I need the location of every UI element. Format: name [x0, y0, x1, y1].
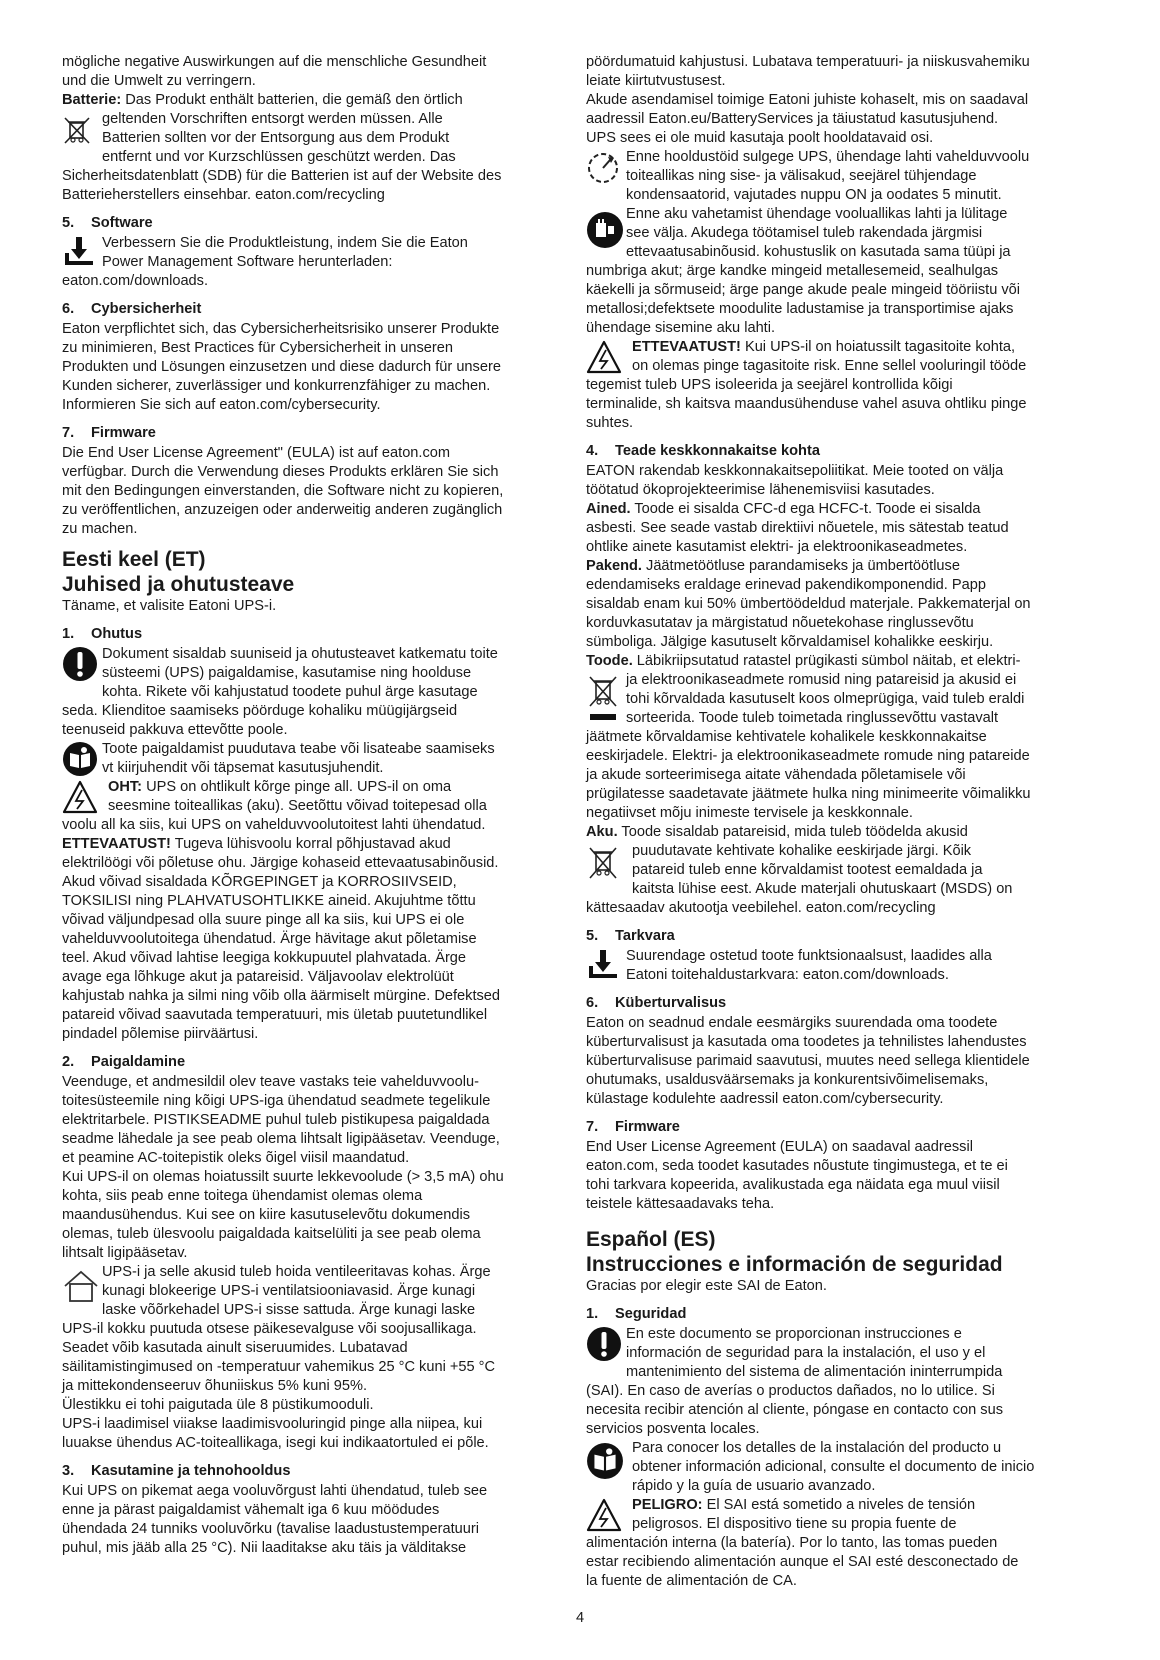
text-line: teistele kättesaadavaks teha. — [586, 1196, 775, 1212]
text-line: la fuente de alimentación de CA. — [586, 1573, 797, 1589]
battery-disposal-block — [62, 91, 559, 205]
text-line: säilitamistingimused on -temperatuur vahemikus 25 °C kuni +55 °C — [62, 1359, 496, 1375]
text-line: El SAI está sometido a niveles de tensión — [702, 1497, 976, 1513]
text-line: süsteemi (UPS) paigaldamise, kasutamise ning hoolduse — [102, 665, 472, 681]
battery-label: Batterie: — [62, 92, 122, 108]
manual-reference-block — [586, 1439, 1083, 1496]
text-line: zu minimieren, Best Practices für Cybersicherheit in unseren — [62, 340, 453, 356]
battery-label: Aku. — [586, 824, 618, 840]
text-line: tohi kõrvaldada kasutuselt koos olmeprügiga, vaid tuleb eraldi — [626, 691, 1025, 707]
section-heading: 5. Software — [62, 215, 153, 231]
software-block — [62, 234, 559, 291]
text-line: ettevaatusabinõusid. kohustuslik on kasutada sama tüüpi ja — [626, 244, 1011, 260]
section-heading: 7. Firmware — [586, 1119, 680, 1135]
text-line: verfügbar. Durch die Verwendung dieses Produkts erklären Sie sich — [62, 464, 499, 480]
text-line: maandusühendus. Kui see on kiire kasutuselevõtu dokumendis — [62, 1207, 471, 1223]
text-line: ühendada 24 tunniks vooluvõrku (tavalise laadustustemperatuuri — [62, 1521, 479, 1537]
text-line: elektrilöögi või põletuse ohu. Järgige kohaseid ettevaatusabinõusid. — [62, 855, 499, 871]
download-icon — [62, 235, 96, 267]
product-label: Toode. — [586, 653, 633, 669]
product-disposal-block — [586, 652, 1083, 823]
text-line: Läbikriipsutatud ratastel prügikasti sümbol näitab, et elektri- — [632, 653, 1021, 669]
text-line: asbesti. See seade vastab direktiivi nõuetele, mis sätestab teatud — [586, 520, 1009, 536]
text-line: terminalide, sh kaitsva maandusühenduse vahel asuva ohtliku pinge — [586, 396, 1027, 412]
text-line: Akude asendamisel toimige Eatoni juhiste kohaselt, mis on saadaval — [586, 92, 1029, 108]
text-line: külastage kodulehte aadressil eaton.com/cybersecurity. — [586, 1091, 944, 1107]
text-line: Produkten und Lösungen einzusetzen und diese dadurch für unsere — [62, 359, 501, 375]
text-line: puudutavate kehtivate kohalike eeskirjade järgi. Kõik — [632, 843, 972, 859]
indoor-use-block — [62, 1263, 559, 1453]
text-line: UPS-i laadimisel viiakse laadimisvooluringid pinge alla niipea, kui — [62, 1416, 483, 1432]
text-line: Kui UPS on pikemat aega vooluvõrgust lahti ühendatud, tuleb see — [62, 1483, 488, 1499]
text-line: End User License Agreement (EULA) on saadaval aadressil — [586, 1139, 973, 1155]
text-line: Eaton on seadnud endale eesmärgiks suurendada oma toodete — [586, 1015, 998, 1031]
text-line: ohutumaks, usaldusväärsemaks ja konkurentsivõimelisemaks, — [586, 1072, 989, 1088]
manual-reference-block — [62, 740, 559, 778]
text-line: En este documento se proporcionan instrucciones e — [626, 1326, 962, 1342]
text-line: numbriga akut; ärge kandke mingeid metallesemeid, sealhulgas — [586, 263, 999, 279]
section-heading: 2. Paigaldamine — [62, 1054, 186, 1070]
text-line: toiteallikas ning sise- ja välisakud, seejärel tühjendage — [626, 168, 977, 184]
text-line: on olemas pinge tagasitoite risk. Enne sellel vooluringil tööde — [632, 358, 1027, 374]
text-line: edendamiseks eraldage erinevad pakendikomponendid. Papp — [586, 577, 986, 593]
text-line: patareid võivad saavutada temperatuuri, mis ületab puutetundlikel — [62, 1007, 488, 1023]
text-line: Veenduge, et andmesildil olev teave vastaks teie vahelduvvoolu- — [62, 1074, 479, 1090]
text-line: avage ega lõhkuge akut ja patareisid. Väljavoolav elektrolüüt — [62, 969, 454, 985]
text-line: rápido y la guía de usuario avanzado. — [632, 1478, 876, 1494]
text-line: enne ja pärast paigaldamist vähemalt iga 6 kuu möödudes — [62, 1502, 440, 1518]
text-line: kahjustab nahka ja silmi ning võib olla äärmiselt mürgine. Defektsed — [62, 988, 501, 1004]
text-line: see välja. Akudega töötamisel tuleb rakendada järgmisi — [626, 225, 983, 241]
text-line: laske võõrkehadel UPS-i sisse sattuda. Ärge kunagi laske — [102, 1302, 476, 1318]
read-manual-icon — [62, 741, 98, 777]
text-line: Informieren Sie sich auf eaton.com/cybersecurity. — [62, 397, 381, 413]
download-icon — [586, 948, 620, 980]
text-line: servicios posventa locales. — [586, 1421, 760, 1437]
text-line: sisaldab enam kui 50% ümbertöödeldud materjale. Pakkematerjal on — [586, 596, 1031, 612]
text-line: (SAI). En caso de averías o productos dañados, no lo utilice. Si — [586, 1383, 995, 1399]
section-heading: 6. Cybersicherheit — [62, 301, 202, 317]
text-line: kunagi blokeerige UPS-i ventilatsiooniavasid. Ärge kunagi — [102, 1283, 476, 1299]
text-line: Kunden sicherer, zuverlässiger und konkurrenzfähiger zu machen. — [62, 378, 491, 394]
text-line: vahelduvvoolutoitega ühendatud. Ärge hävitage akut põletamise — [62, 931, 477, 947]
text-line: Enne aku vahetamist ühendage vooluallikas lahti ja lülitage — [626, 206, 1008, 222]
text-line: Toode ei sisalda CFC-d ega HCFC-t. Toode ei sisalda — [630, 501, 981, 517]
text-line: Die End User License Agreement" (EULA) ist auf eaton.com — [62, 445, 451, 461]
text-line: entfernt und vor Kurzschlüssen geschützt werden. Das — [102, 149, 456, 165]
text-line: seda. Klienditoe saamiseks pöörduge kohaliku müügijärgseid — [62, 703, 458, 719]
text-line: necesita recibir atención al cliente, póngase en contacto con sus — [586, 1402, 1003, 1418]
text-line: ja mittekondenseeruv õhuniiskus 5% kuni 95%. — [62, 1378, 368, 1394]
text-line: vt kiirjuhendit või täpsemat kasutusjuhendit. — [102, 760, 384, 776]
section-heading: 6. Küberturvalisus — [586, 995, 727, 1011]
text-line: aadressil Eaton.eu/BatteryServices ja täiustatud kasutusjuhend. — [586, 111, 999, 127]
crossed-out-bin-icon — [62, 115, 92, 145]
text-line: sorteerida. Toode tuleb toimetada ringlussevõttu vastavalt — [626, 710, 999, 726]
text-line: Täname, et valisite Eatoni UPS-i. — [62, 598, 277, 614]
disconnect-power-icon — [586, 211, 624, 249]
text-line: võivad väljundpesad olla suure pinge all ka siis, kui UPS ei ole — [62, 912, 465, 928]
left-column — [62, 53, 559, 1558]
text-line: Seadet võib kasutada ainult siseruumides. Lubatavad — [62, 1340, 408, 1356]
language-heading: Español (ES) — [586, 1228, 716, 1251]
high-voltage-warning-icon — [586, 1498, 622, 1532]
language-heading: Eesti keel (ET) — [62, 548, 206, 571]
text-line: olemas, tuleb ülesvoolu paigaldada kaitselüliti ja see peab olema — [62, 1226, 481, 1242]
right-column — [586, 53, 1083, 1591]
crossed-out-bin-icon — [586, 845, 620, 881]
text-line: tohi tarkvara kopeerida, avalikustada ega näidata ega muul viisil — [586, 1177, 1000, 1193]
safety-intro-block — [586, 1325, 1083, 1439]
text-line: Suurendage ostetud toote funktsionaalsust, laadides alla — [626, 948, 992, 964]
text-line: Eaton verpflichtet sich, das Cybersicherheitsrisiko unserer Produkte — [62, 321, 500, 337]
text-line: tegemist tuleb UPS isoleerida ja seejärel kontrollida kõigi — [586, 377, 953, 393]
text-line: Enne hooldustöid sulgege UPS, ühendage lahti vahelduvvoolu — [626, 149, 1030, 165]
text-line: Eatoni toitehaldustarkvara: eaton.com/downloads. — [626, 967, 949, 983]
exclamation-icon — [62, 646, 98, 682]
text-line: Dokument sisaldab suuniseid ja ohutusteavet katkematu toite — [102, 646, 498, 662]
packaging-label: Pakend. — [586, 558, 642, 574]
text-line: leiate kiirtutvustusest. — [586, 73, 726, 89]
section-heading: 4. Teade keskkonnakaitse kohta — [586, 443, 820, 459]
text-line: UPS on ohtlikult kõrge pinge all. UPS-il on oma — [142, 779, 452, 795]
text-line: información de seguridad para la instalación, el uso y el — [626, 1345, 986, 1361]
software-block — [586, 947, 1083, 985]
text-line: suhtes. — [586, 415, 634, 431]
text-line: töötatud ökoprojekteerimise lähenemisviisi kasutades. — [586, 482, 935, 498]
text-line: küberturvalisuse parimaid saavutusi, muutes need sellega klientidele — [586, 1053, 1030, 1069]
danger-block — [586, 1496, 1083, 1591]
text-line: Toode sisaldab patareisid, mida tuleb töödelda akusid — [617, 824, 968, 840]
high-voltage-warning-icon — [586, 340, 622, 374]
text-line: sümboliga. Jälgige kasutuselt kõrvaldamisel kohalikke eeskirju. — [586, 634, 994, 650]
text-line: Tugeva lühisvoolu korral põhjustavad akud — [170, 836, 451, 852]
exclamation-icon — [586, 1326, 622, 1362]
read-manual-icon — [586, 1442, 624, 1480]
text-line: teenuseid pakkuva ettevõtte poole. — [62, 722, 288, 738]
text-line: Verbessern Sie die Produktleistung, indem Sie die Eaton — [102, 235, 468, 251]
text-line: und die Umwelt zu verringern. — [62, 73, 256, 89]
text-line: geltenden Vorschriften entsorgt werden müssen. Alle — [102, 111, 443, 127]
text-line: eaton.com/downloads. — [62, 273, 209, 289]
section-heading: 1. Seguridad — [586, 1306, 687, 1322]
text-line: kohta, siis peab enne toitega ühendamist olemas olema — [62, 1188, 423, 1204]
text-line: Gracias por elegir este SAI de Eaton. — [586, 1278, 827, 1294]
text-line: Batterieherstellers einsehbar. eaton.com/recycling — [62, 187, 385, 203]
danger-label: PELIGRO: — [632, 1497, 703, 1513]
text-line: ohtlike ainete kasutamist elektri- ja elektroonikaseadmetes. — [586, 539, 968, 555]
text-line: luuakse ühendus AC-toiteallikaga, isegi kui indikaatortuled ei põle. — [62, 1435, 489, 1451]
text-line: Ülestikku ei tohi paigutada üle 8 püstikumooduli. — [62, 1397, 374, 1413]
text-line: kohta. Rikete või kahjustatud toodete puhul ärge kasutage — [102, 684, 478, 700]
text-line: zu machen. — [62, 521, 138, 537]
high-voltage-warning-icon — [62, 780, 98, 814]
text-line: elektritarbele. PISTIKSEADME puhul tuleb pistikupesa paigaldada — [62, 1112, 490, 1128]
text-line: metallosi;defektsete moodulite ladustamise ja transportimise ajaks — [586, 301, 1014, 317]
section-heading: 5. Tarkvara — [586, 928, 675, 944]
text-line: pindadel põlemise piirväärtusi. — [62, 1026, 259, 1042]
text-line: estar recibiendo alimentación aunque el SAI esté desconectado de — [586, 1554, 1019, 1570]
crossed-out-bin-icon — [586, 674, 620, 724]
text-line: Power Management Software herunterladen: — [102, 254, 393, 270]
substances-label: Ained. — [586, 501, 631, 517]
text-line: Sicherheitsdatenblatt (SDB) für die Batterien ist auf der Website des — [62, 168, 502, 184]
safety-intro-block — [62, 645, 559, 740]
danger-block — [62, 778, 559, 835]
text-line: UPS-il kokku puutuda otsese päikesevalguse või soojusallikaga. — [62, 1321, 477, 1337]
text-line: Toote paigaldamist puudutava teabe või lisateabe saamiseks — [102, 741, 495, 757]
text-line: peligrosos. El dispositivo tiene su propia fuente de — [632, 1516, 957, 1532]
text-line: pöördumatuid kahjustusi. Lubatava temperatuuri- ja niiskusvahemiku — [586, 54, 1030, 70]
text-line: zu veröffentlichen, anzuzeigen oder anderweitig anderen zugänglich — [62, 502, 503, 518]
text-line: ja elektroonikaseadmete romusid ning patareisid ja akusid ei — [626, 672, 1017, 688]
text-line: Batterien sollten vor der Entsorgung aus dem Produkt — [102, 130, 450, 146]
indoor-house-icon — [62, 1269, 100, 1303]
text-line: et peamine AC-toitepistik oleks õigel viisil maandatud. — [62, 1150, 410, 1166]
text-line: UPS sees ei ole muid kasutaja poolt hooldatavaid osi. — [586, 130, 934, 146]
text-line: prügilatesse saadetavate jäätmete hulka ning minimeerite võimalikku — [586, 786, 1031, 802]
text-line: Kui UPS-il on hoiatussilt tagasitoite kohta, — [740, 339, 1016, 355]
wait-discharge-icon — [586, 150, 620, 186]
text-line: toitesüsteemile ning kõigi UPS-iga ühendatud seadmete tegelikule — [62, 1093, 491, 1109]
text-line: ja akude sorteerimisega aitate vähendada põletamisele või — [586, 767, 966, 783]
text-line: kättesaadav akutootja veebilehel. eaton.com/recycling — [586, 900, 936, 916]
text-line: voolu all ka siis, kui UPS on vahelduvvoolutoitest lahti ühendatud. — [62, 817, 486, 833]
text-line: patareid tuleb enne kõrvaldamist tootest eemaldada ja — [632, 862, 983, 878]
section-heading: 3. Kasutamine ja tehnohooldus — [62, 1463, 291, 1479]
text-line: käekelli ja sõrmuseid; ärge pange akude peale mingeid tööriistu või — [586, 282, 1021, 298]
section-heading: 1. Ohutus — [62, 626, 143, 642]
text-line: kondensaatorid, vajutades nuppu ON ja oodates 5 minutit. — [626, 187, 1002, 203]
text-line: eeskirjadele. Elektri- ja elektroonikaseadmete romude ning patareide — [586, 748, 1030, 764]
text-line: alimentación interna (la batería). Por lo tanto, las tomas pueden — [586, 1535, 998, 1551]
text-line: UPS-i ja selle akusid tuleb hoida ventileeritavas kohas. Ärge — [102, 1264, 491, 1280]
text-line: mit den Bedingungen einverstanden, die Software nicht zu kopieren, — [62, 483, 504, 499]
page-number: 4 — [575, 1610, 585, 1626]
text-line: Jäätmetöötluse parandamiseks ja ümbertöötluse — [641, 558, 960, 574]
text-line: mantenimiento del sistema de alimentación ininterrumpida — [626, 1364, 1003, 1380]
service-block — [586, 148, 1083, 205]
caution-label: ETTEVAATUST! — [632, 339, 741, 355]
text-line: eaton.com, seda toodet kasutades nõustute tingimustega, et te ei — [586, 1158, 1008, 1174]
caution-label: ETTEVAATUST! — [62, 836, 171, 852]
text-line: korduvkasutatav ja märgistatud nõuetekohase ringlussevõtu — [586, 615, 974, 631]
text-line: Akud võivad sisaldada KÕRGEPINGET ja KORROSIIVSEID, — [62, 874, 457, 890]
text-line: kaitsta lühise eest. Akude materjali ohutuskaart (MSDS) on — [632, 881, 1013, 897]
text-line: EATON rakendab keskkonnakaitsepoliitikat. Meie tooted on välja — [586, 463, 1004, 479]
text-line: mögliche negative Auswirkungen auf die menschliche Gesundheit — [62, 54, 487, 70]
language-subheading: Instrucciones e información de seguridad — [586, 1253, 1003, 1276]
text-line: ühendage sisemine aku lahti. — [586, 320, 776, 336]
text-line: teel. Akud võivad lahtise leegiga kokkupuutel plahvatada. Ärge — [62, 950, 467, 966]
language-subheading: Juhised ja ohutusteave — [62, 573, 295, 596]
text-line: obtener información adicional, consulte el documento de inicio — [632, 1459, 1035, 1475]
text-line: seadme lähedale ja see peab olema lihtsalt ligipääsetav. Veenduge, — [62, 1131, 500, 1147]
section-heading: 7. Firmware — [62, 425, 156, 441]
text-line: Kui UPS-il on olemas hoiatussilt suurte lekkevoolude (> 3,5 mA) ohu — [62, 1169, 504, 1185]
text-line: negatiivset mõju inimeste tervisele ja keskkonnale. — [586, 805, 913, 821]
text-line: puhul, mis jääb alla 25 °C). Nii laaditakse aku täis ja välditakse — [62, 1540, 467, 1556]
battery-replacement-block — [586, 205, 1083, 338]
text-line: Para conocer los detalles de la instalación del producto u — [632, 1440, 1002, 1456]
backfeed-caution-block — [586, 338, 1083, 433]
text-line: Das Produkt enthält batterien, die gemäß den örtlich — [121, 92, 463, 108]
text-line: küberturvalisust ja kasutada oma toodetes ja tehnilistes lahendustes — [586, 1034, 1027, 1050]
text-line: seesmine toiteallikas (aku). Seetõttu võivad toitepesad olla — [108, 798, 487, 814]
text-line: jäätmete kõrvaldamise kehtivatele kohalikele keskkonnakaitse — [586, 729, 987, 745]
text-line: lihtsalt ligipääsetav. — [62, 1245, 188, 1261]
danger-label: OHT: — [108, 779, 143, 795]
battery-recycling-block — [586, 823, 1083, 918]
text-line: TOKSILISI ning PLAHVATUSOHTLIKKE aineid. Akujuhtme tõttu — [62, 893, 476, 909]
